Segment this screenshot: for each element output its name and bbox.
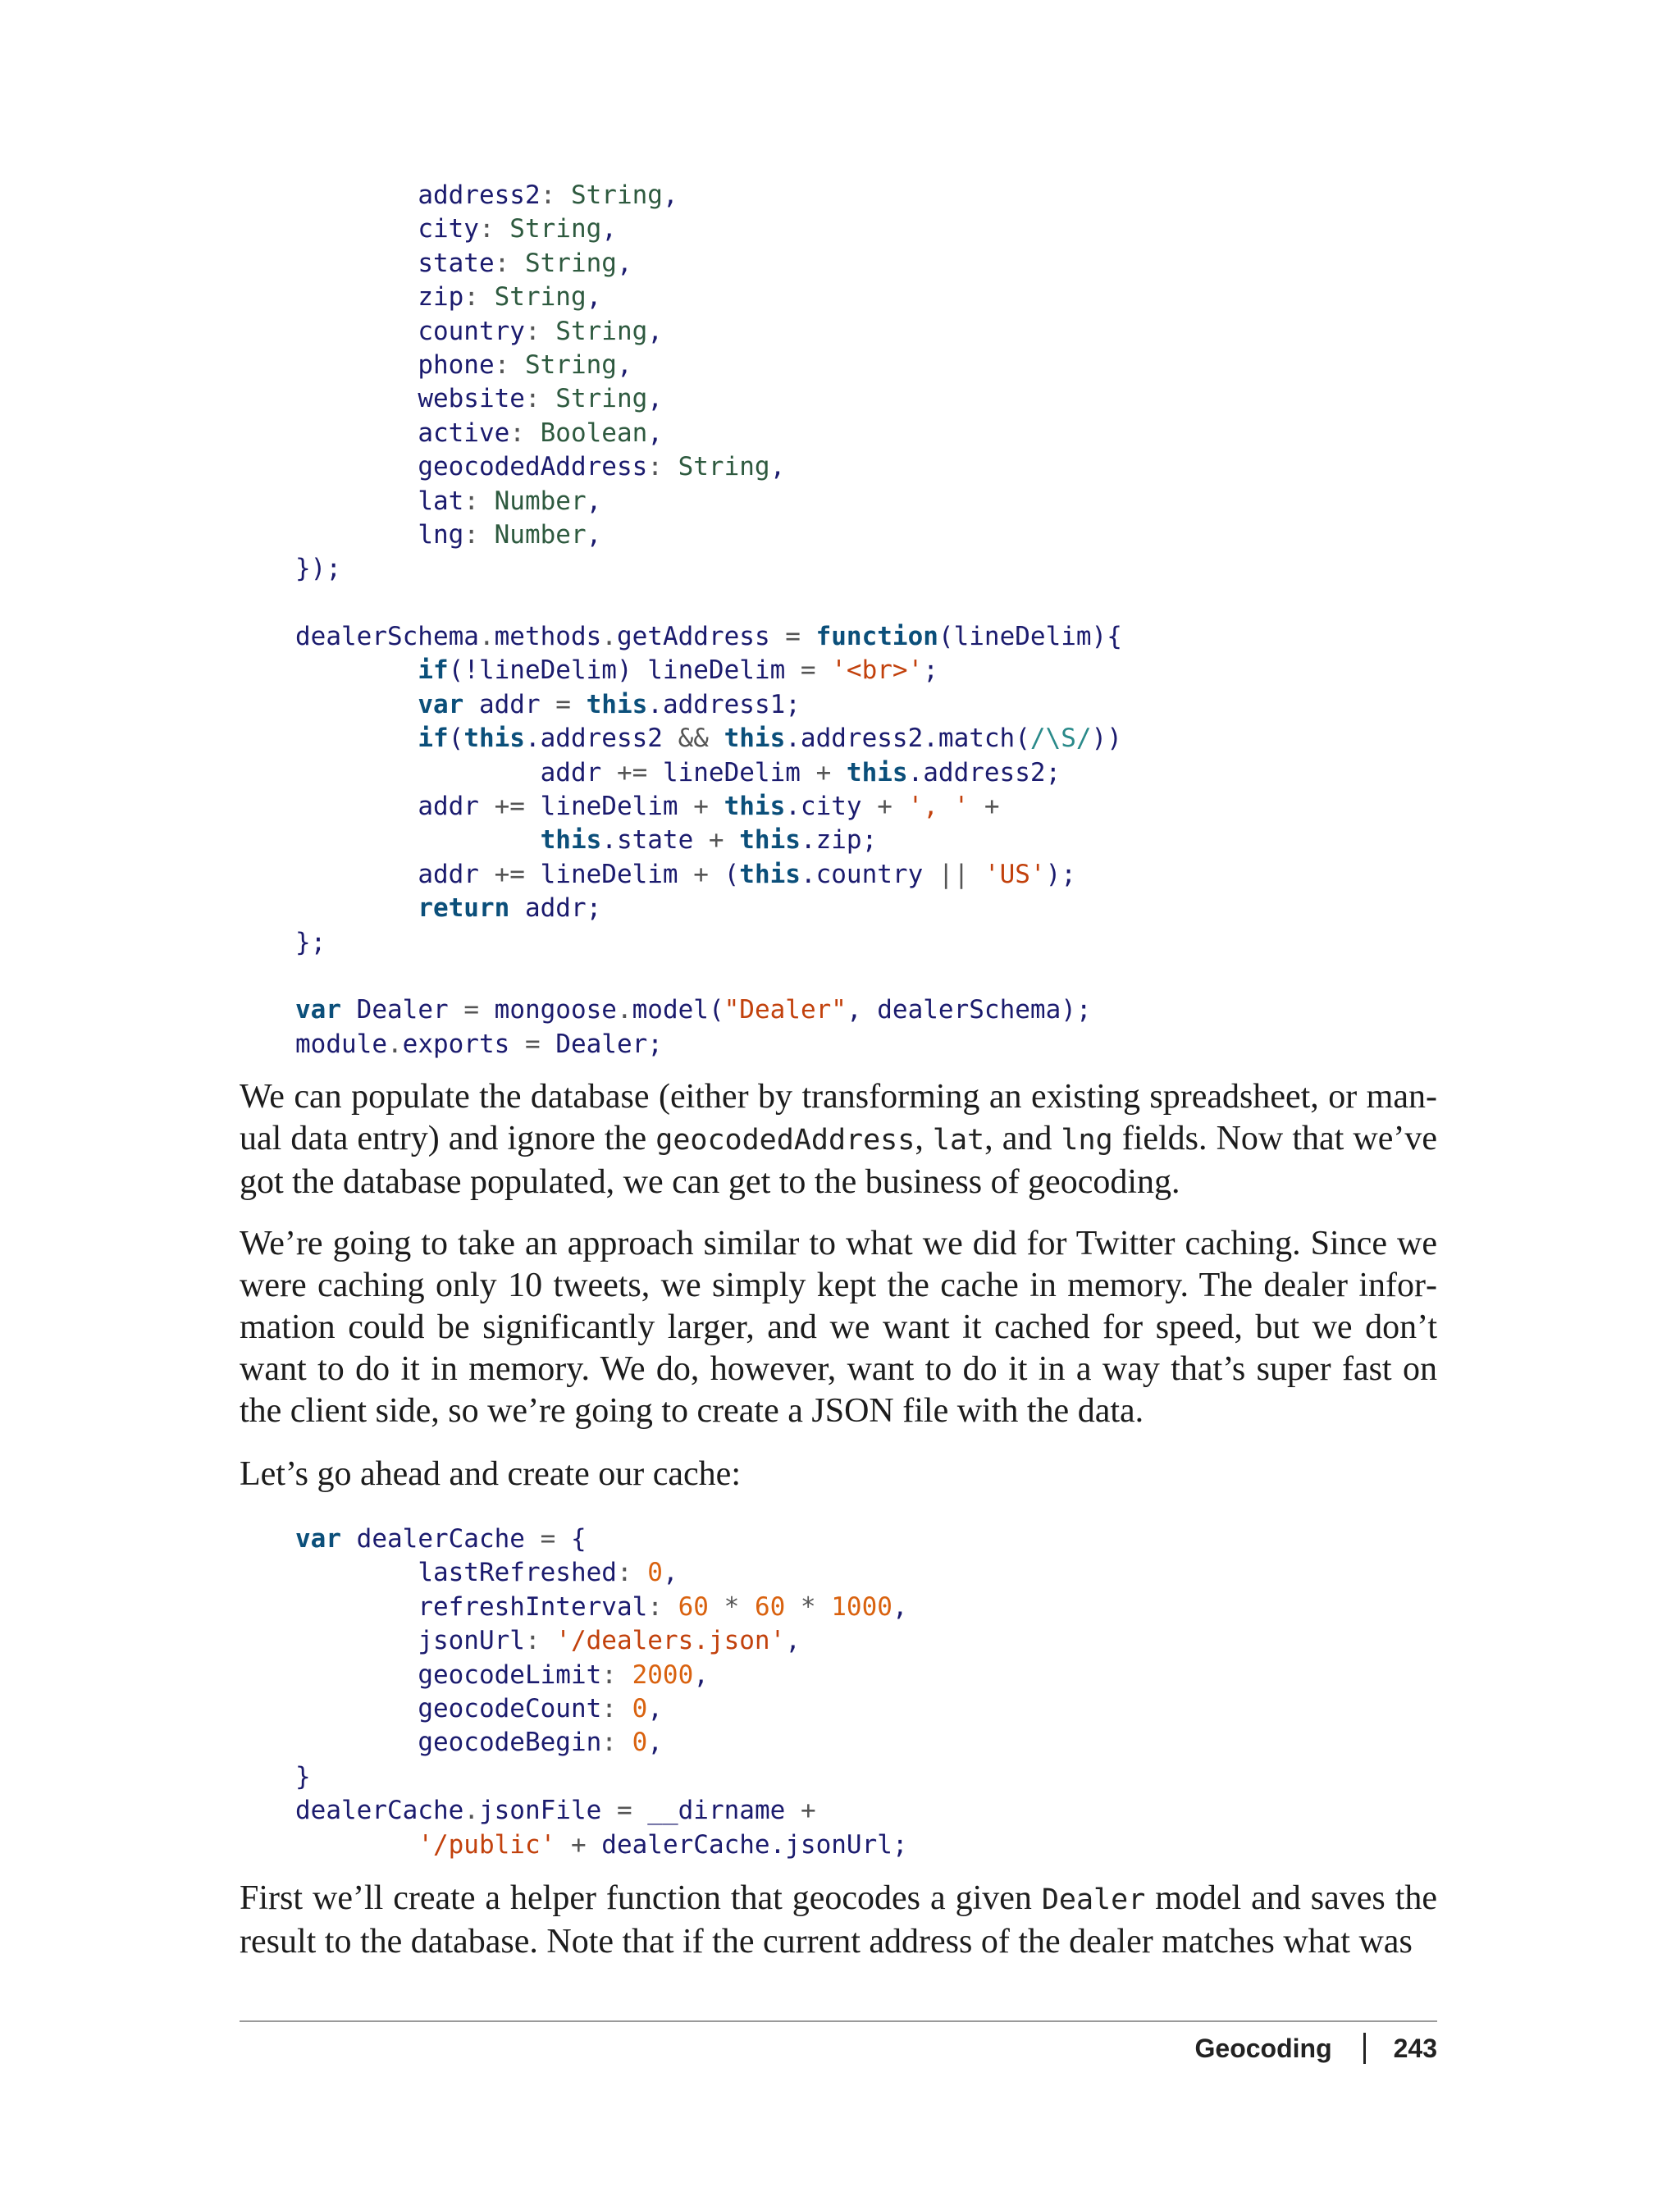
code-token: .state [601, 825, 694, 856]
code-token: module [295, 1029, 387, 1059]
code-token: + [800, 757, 847, 788]
code-token: ); [1045, 859, 1076, 889]
code-token: , [586, 486, 602, 516]
code-token: String [509, 214, 602, 244]
code-token [295, 1592, 418, 1622]
code-token: : [509, 418, 541, 448]
inline-code: lng [1061, 1124, 1113, 1157]
page-number: 243 [1393, 2033, 1437, 2063]
code-token: this [724, 724, 786, 754]
code-token: : [524, 316, 556, 346]
code-token [295, 282, 418, 312]
code-token: geocodeBegin [418, 1728, 602, 1758]
code-token: += [601, 757, 663, 788]
footer-section-title: Geocoding [1194, 2033, 1332, 2063]
code-token: this [846, 757, 908, 788]
code-token [295, 1694, 418, 1723]
code-token: '/public' [418, 1829, 556, 1860]
code-token: addr [418, 792, 479, 822]
code-token: this [724, 792, 786, 822]
page-footer [1195, 2033, 1438, 2064]
code-token: }); [295, 554, 341, 584]
code-token: this [739, 859, 801, 889]
code-token: ( [724, 859, 740, 889]
paragraph-helper-function [240, 1878, 1437, 1963]
code-token: String [524, 349, 617, 380]
code-line [295, 756, 1122, 790]
code-line [295, 1659, 908, 1692]
code-token: || [923, 859, 984, 889]
code-token [295, 758, 541, 788]
code-token: addr; [509, 893, 602, 924]
code-token: : [601, 1659, 632, 1690]
code-token: , [647, 384, 663, 414]
code-token [295, 1728, 418, 1757]
code-token: dealerSchema [295, 622, 479, 652]
paragraph-create-cache [240, 1454, 1437, 1495]
code-token: : [494, 248, 525, 278]
code-line [295, 1591, 908, 1624]
code-token: . [601, 622, 617, 652]
code-token: ( [448, 724, 464, 754]
code-block-dealer-cache [295, 1522, 908, 1862]
code-token: , [647, 316, 663, 346]
code-token: = [769, 622, 816, 652]
code-token: 0 [632, 1693, 648, 1723]
code-token: 1000 [831, 1591, 892, 1622]
code-token: + [861, 792, 908, 822]
code-token: (!lineDelim) lineDelim [448, 655, 786, 686]
code-token [295, 214, 418, 244]
code-token: website [418, 384, 525, 414]
code-token [295, 792, 418, 821]
code-line [295, 1522, 908, 1556]
code-token: ', ' [907, 792, 970, 822]
code-token: } [295, 1761, 311, 1792]
code-line [295, 450, 1122, 484]
code-token: : [524, 1626, 556, 1656]
code-token: .country [800, 859, 924, 889]
code-token: dealerCache [295, 1796, 464, 1826]
code-line [295, 1028, 1122, 1061]
code-line [295, 1726, 908, 1760]
code-line [295, 552, 1122, 586]
code-token: String [524, 248, 617, 278]
code-token: dealerCache.jsonUrl; [601, 1829, 908, 1860]
code-line [295, 858, 1122, 892]
code-token: methods [494, 622, 602, 652]
code-token: : [601, 1728, 632, 1758]
code-line [295, 688, 1122, 722]
code-token: , dealerSchema); [846, 995, 1092, 1025]
code-token: += [478, 859, 541, 889]
paragraph-text: Let’s go ahead and create our cache: [240, 1455, 741, 1493]
code-token [295, 1558, 418, 1587]
code-line [295, 212, 1122, 246]
code-token: : [524, 384, 556, 414]
code-token: zip [418, 282, 464, 313]
code-line [295, 926, 1122, 960]
code-line [295, 485, 1122, 518]
code-token: mongoose [494, 995, 617, 1025]
code-token: this [463, 724, 525, 754]
code-token [295, 384, 418, 413]
code-token: && [662, 724, 724, 754]
paragraph-text: model and saves the result to the database. Note that if the current address of the dealer matches what was [240, 1879, 1438, 1961]
code-token: addr [418, 859, 479, 889]
code-token: + [678, 792, 724, 822]
code-token: (lineDelim){ [938, 622, 1122, 652]
code-token: state [418, 248, 495, 278]
code-token: )) [1091, 724, 1122, 754]
code-token: /\S/ [1029, 724, 1092, 754]
code-token [295, 825, 541, 855]
code-token [295, 486, 418, 516]
code-line [295, 960, 1122, 993]
code-line [295, 1556, 908, 1590]
code-token: : [540, 180, 571, 210]
code-token: Boolean [540, 418, 648, 448]
code-block-schema [295, 179, 1122, 1061]
code-line [295, 1760, 908, 1794]
code-token: : [463, 282, 495, 313]
code-token: 60 [678, 1591, 709, 1622]
code-token: city [418, 214, 479, 244]
code-token: . [386, 1029, 403, 1059]
code-token: jsonFile [478, 1796, 602, 1826]
paragraph-text: fields. Now that we’ve got the database populated, we can get to the business of geocoding. [240, 1120, 1437, 1201]
code-token: jsonUrl [418, 1626, 525, 1656]
code-token: , [785, 1626, 801, 1656]
code-line [295, 1624, 908, 1658]
code-token: getAddress [616, 622, 770, 652]
code-token: * [785, 1591, 832, 1622]
code-line [295, 247, 1122, 281]
code-token: String [678, 452, 770, 482]
code-token: address2 [418, 180, 541, 210]
code-token: , [586, 282, 602, 313]
code-token: __dirname [647, 1796, 786, 1826]
paragraph-text: We’re going to take an approach similar to what we did for Twitter caching. Since we were caching only 10 tweets, we simply kept the cache in memory. The dealer information could be significantly larger, and we want it cached for speed, but we don’t want to do it in memory. We do, however, want to do it in a way that’s super fast on the client side, so we’re going to create a JSON file with the data. [240, 1225, 1437, 1430]
code-token [295, 1660, 418, 1690]
code-token: , [693, 1659, 709, 1690]
code-token: : [463, 486, 495, 516]
code-token: : [647, 452, 678, 482]
code-token [295, 350, 418, 380]
code-token: . [463, 1796, 479, 1826]
code-token: Number [494, 519, 587, 550]
code-token: }; [295, 927, 326, 957]
code-token: var [418, 689, 464, 719]
code-token: : [478, 214, 510, 244]
code-token [295, 893, 418, 923]
code-token: .address1; [647, 689, 801, 719]
code-token: active [418, 418, 510, 448]
code-token: , [892, 1591, 908, 1622]
code-token: .address2 [524, 724, 663, 754]
code-token: geocodedAddress [418, 452, 648, 482]
code-line [295, 892, 1122, 925]
code-token: String [555, 384, 648, 414]
code-token: exports [402, 1029, 510, 1059]
code-token: '/dealers.json' [555, 1626, 786, 1656]
code-token: country [418, 316, 525, 346]
code-token: = [448, 995, 495, 1025]
code-token: lineDelim [540, 859, 678, 889]
code-token: : [463, 519, 495, 550]
code-line [295, 824, 1122, 857]
code-token: ; [923, 655, 938, 686]
code-line [295, 993, 1122, 1027]
code-line [295, 1828, 908, 1862]
code-token: . [616, 995, 632, 1025]
code-line [295, 179, 1122, 212]
code-token: lineDelim [662, 757, 801, 788]
code-token: + [678, 859, 724, 889]
code-token: geocodeLimit [418, 1659, 602, 1690]
code-token: , [647, 418, 663, 448]
code-token: var [295, 995, 341, 1025]
code-token: , [586, 519, 602, 550]
code-token: Number [494, 486, 587, 516]
paragraph-text: , [915, 1120, 933, 1157]
code-token: refreshInterval [418, 1591, 648, 1622]
code-token: , [616, 248, 632, 278]
code-token: + [785, 1796, 816, 1826]
code-token: '<br>' [831, 655, 924, 686]
paragraph-text: We can populate the database (either by transforming an existing spreadsheet, or manual data entry) and ignore the [240, 1078, 1437, 1157]
code-token: "Dealer" [724, 995, 847, 1025]
code-token [295, 180, 418, 210]
code-line [295, 722, 1122, 756]
code-token: lat [418, 486, 464, 516]
inline-code: Dealer [1041, 1883, 1146, 1916]
code-token: , [601, 214, 617, 244]
code-token: lng [418, 519, 464, 550]
code-token: , [647, 1728, 663, 1758]
footer-separator [1363, 2033, 1366, 2064]
code-token: this [739, 825, 801, 856]
code-line [295, 654, 1122, 687]
code-token: lastRefreshed [418, 1558, 617, 1588]
code-line [295, 620, 1122, 654]
code-token: += [478, 792, 541, 822]
code-token [295, 690, 418, 719]
code-token: : [601, 1693, 632, 1723]
paragraph-text: First we’ll create a helper function that geocodes a given [240, 1879, 1042, 1917]
code-token: = [601, 1796, 648, 1826]
code-token: var [295, 1524, 341, 1554]
code-token: : [616, 1558, 648, 1588]
code-token [295, 418, 418, 448]
code-token: return [418, 893, 510, 924]
code-token: this [540, 825, 602, 856]
code-token: 60 [754, 1591, 786, 1622]
paragraph-caching-approach [240, 1223, 1437, 1432]
code-token: , [647, 1693, 663, 1723]
code-token [295, 520, 418, 550]
code-token: * [708, 1591, 755, 1622]
code-token: = [509, 1029, 556, 1059]
code-token: addr [540, 757, 602, 788]
code-token: lineDelim [540, 792, 678, 822]
code-token: geocodeCount [418, 1693, 602, 1723]
code-token: .city [785, 792, 862, 822]
code-token: + [693, 825, 740, 856]
code-token: : [494, 349, 525, 380]
paragraph-text: , and [984, 1120, 1061, 1157]
inline-code: lat [932, 1124, 985, 1157]
code-line [295, 349, 1122, 382]
code-token: Dealer [341, 995, 449, 1025]
code-token: : [647, 1591, 678, 1622]
code-token: = [540, 689, 587, 719]
code-token: . [478, 622, 495, 652]
footer-rule [240, 2020, 1437, 2022]
code-token: String [555, 316, 648, 346]
code-token: = [785, 655, 832, 686]
code-token: { [570, 1524, 587, 1554]
code-line [295, 1794, 908, 1828]
code-token [295, 452, 418, 482]
code-token [295, 317, 418, 346]
code-token: .address2; [907, 757, 1061, 788]
code-token: function [815, 622, 938, 652]
code-line [295, 587, 1122, 620]
code-token: 0 [647, 1558, 663, 1588]
code-token: String [570, 180, 663, 210]
code-token: if [418, 655, 449, 686]
code-token: dealerCache [341, 1524, 525, 1554]
code-token: + [969, 792, 1000, 822]
code-token: , [769, 452, 786, 482]
code-token: , [662, 1558, 678, 1588]
code-token: String [494, 282, 587, 313]
code-token: .address2.match( [785, 724, 1030, 754]
code-token: , [616, 349, 632, 380]
code-token: phone [418, 349, 495, 380]
code-line [295, 1692, 908, 1726]
code-token [295, 1830, 418, 1860]
code-token: addr [463, 689, 541, 719]
code-token: 0 [632, 1728, 648, 1758]
paragraph-populate-database [240, 1076, 1437, 1203]
code-token: model( [632, 995, 724, 1025]
code-token [295, 860, 418, 889]
code-token [295, 1626, 418, 1655]
code-token: 'US' [984, 859, 1046, 889]
code-token: this [586, 689, 648, 719]
code-token: 2000 [632, 1659, 694, 1690]
inline-code: geocodedAddress [655, 1124, 915, 1157]
code-token: , [662, 180, 678, 210]
code-token: if [418, 724, 449, 754]
code-line [295, 417, 1122, 450]
code-line [295, 382, 1122, 416]
code-token [295, 249, 418, 278]
code-token [295, 724, 418, 753]
code-token: + [555, 1829, 602, 1860]
code-line [295, 315, 1122, 349]
code-token: Dealer; [555, 1029, 663, 1059]
code-token [295, 655, 418, 685]
code-token: = [524, 1524, 571, 1554]
code-line [295, 790, 1122, 824]
code-line [295, 518, 1122, 552]
code-token: .zip; [800, 825, 878, 856]
code-line [295, 281, 1122, 314]
